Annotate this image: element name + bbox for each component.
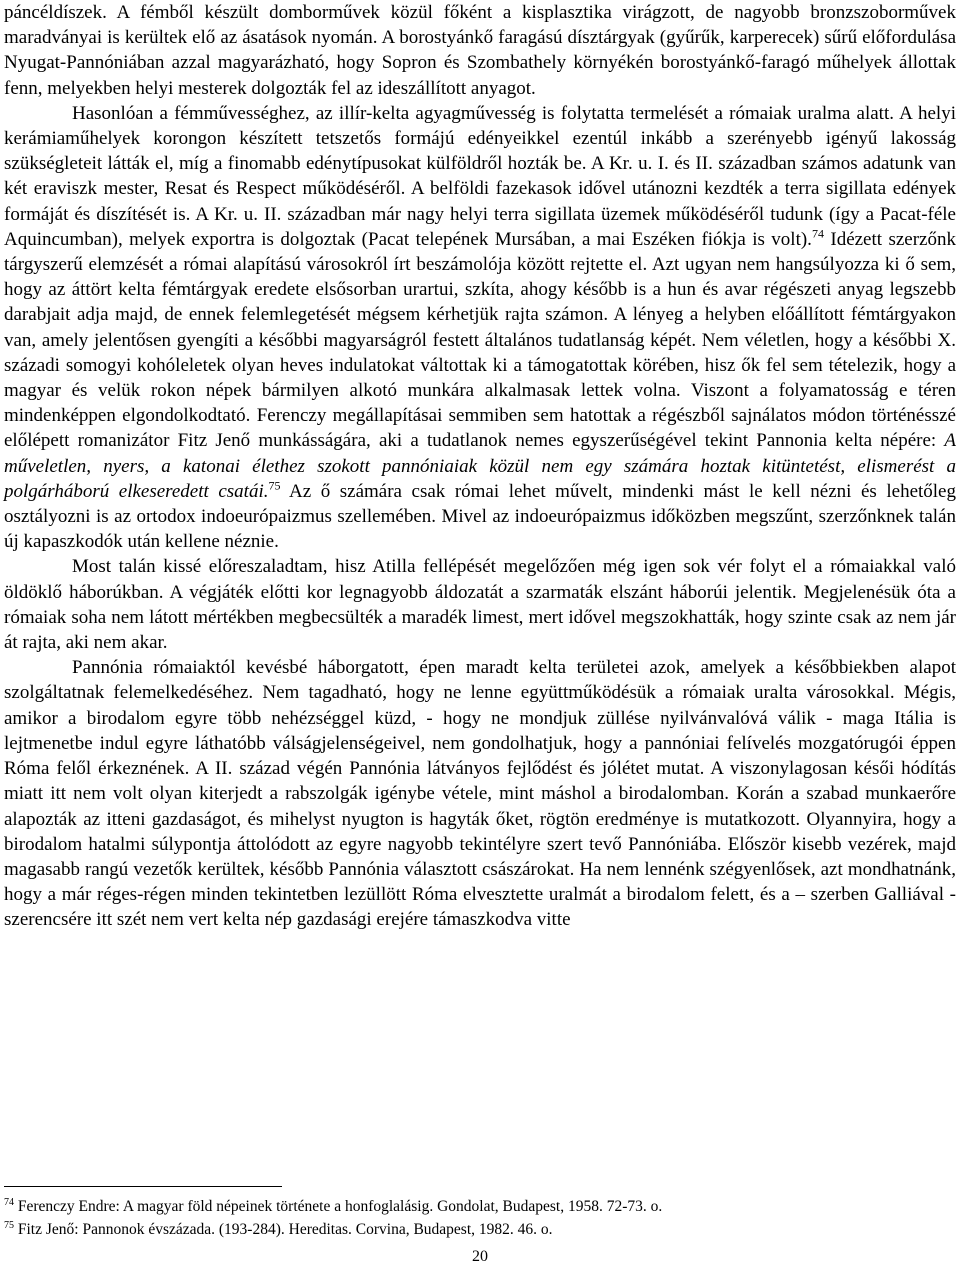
text-segment: páncéldíszek. A fémből készült domborművek közül főként a kisplasztika virágzott, de nagyobb bronzszoborművek maradványai is kerültek elő az ásatások nyomán. A borostyánkő faragású dísztárgyak (gyűrűk, karperecek) sűrű előfordulása Nyugat-Pannóniában azzal magyarázható, hogy Sopron és Szombathely környékén borostyánkő-faragó műhelyek állottak fenn, melyekben helyi mesterek dolgozták fel az ideszállított anyagot. xyxy=(4,2,956,99)
text-segment: Pannónia rómaiaktól kevésbé háborgatott, épen maradt kelta területei azok, amelyek a későbbiekben alapot szolgáltatnak felemelkedéséhez. Nem tagadható, hogy ne lenne együttműködésük a rómaiak uralta városokkal. Mégis, amikor a birodalom egyre több nehézséggel küzd, - hogy ne mondjuk züllése nyilvánvalóvá válik - maga Itália is lejtmenetbe indul egyre láthatóbb válságjelenségeivel, nem gondolhatjuk, hogy a pannóniai felívelés mozgatórugói éppen Róma felől érkeznének. A II. század végén Pannónia látványos fejlődést és jólétet mutat. A viszonylagosan késői hódítás miatt itt nem volt olyan kiterjedt a rabszolgák igénybe vétele, mint máshol a birodalomban. Korán a szabad munkaerőre alapozták az itteni gazdaságot, és mihelyst nyugton is hagyták őket, rögtön eredménye is mutatkozott. Olyannyira, hogy a birodalom hatalmi súlypontja áttolódott az egyre nagyobb tekintélyre szert tevő Pannóniába. Először kisebb vezérek, majd magasabb rangú vezetők kerültek, később Pannónia választott császárokat. Ha nem lennénk szégyenlősek, azt mondhatnánk, hogy a már réges-régen minden tekintetben lezüllött Róma elvesztette uralmát a birodalom felett, és a – szerben Galliával - szerencsére itt szét nem vert kelta nép gazdasági erejére támaszkodva vitte xyxy=(4,657,956,931)
footnote-75-number: 75 xyxy=(4,1219,14,1231)
paragraph xyxy=(4,554,956,655)
footnote-75 xyxy=(4,1221,956,1239)
footnote-75-text: Fitz Jenő: Pannonok évszázada. (193-284). Hereditas. Corvina, Budapest, 1982. 46. o. xyxy=(14,1221,553,1238)
text-segment: Hasonlóan a fémművességhez, az illír-kelta agyagművesség is folytatta termelését a rómaiak uralma alatt. A helyi kerámiaműhelyek korongon készített tetszetős formájú edényeikkel ezentúl inkább a szerényebb igényű lakosság szükségleteit látták el, míg a finomabb edénytípusokat külföldről hozták be. A Kr. u. I. és II. században számos adatunk van két eraviszk mester, Resat és Respect működéséről. A belföldi fazekasok idővel utánozni kezdték a terra sigillata edények formáját és díszítését is. A Kr. u. II. században már nagy helyi terra sigillata üzemek működéséről tudunk (így a Pacat-féle Aquincumban), melyek exportra is dolgoztak (Pacat telepének Mursában, a mai Eszéken fiókja is volt). xyxy=(4,102,956,250)
footnote-74 xyxy=(4,1198,956,1216)
footnote-reference: 75 xyxy=(268,478,281,493)
text-segment: Az ő számára csak római lehet művelt, mindenki mást le kell nézni és lehetőleg osztályozni is az ortodox indoeurópaizmus szellemében. Mivel az indoeurópaizmus időközben megszűnt, szerzőnknek talán új kapaszkodók után kellene néznie. xyxy=(4,480,956,553)
paragraph xyxy=(4,0,956,101)
text-segment: Most talán kissé előreszaladtam, hisz Atilla fellépését megelőzően még igen sok vér folyt el a rómaiakkal való öldöklő háborúkban. A végjáték előtti kor legnagyobb áldozatát a szarmaták elszánt háborúi jelentik. Megjelenésük óta a rómaiak soha nem látott mértékben megbecsülték a maradék limest, mert idővel megszokhatták, hogy szinte csak az nem jár át rajta, aki nem akar. xyxy=(4,556,956,654)
footnote-74-number: 74 xyxy=(4,1196,14,1208)
page-number: 20 xyxy=(472,1248,488,1265)
footnote-reference: 74 xyxy=(811,226,824,241)
text-segment: Idézett szerzőnk tárgyszerű elemzését a római alapítású városokról írt beszámolója között rejtette el. Azt ugyan nem hangsúlyozza ki ő sem, hogy az áttört kelta fémtárgyak eredete elsősorban urartui, szkíta, ahogy később is a hun és avar régészeti anyag legszebb darabjait adja majd, de ennek felemlegetését mégsem kérhetjük rajta számon. A lényeg a helyben előállított fémtárgyakon van, amely jelentősen gyengíti a későbbi magyarságról festett általános tudatlanság képét. Nem véletlen, hogy a későbbi X. századi somogyi kohóleletek olyan heves indulatokat váltottak ki a támogatottak körében, hisz ők fel sem tételezik, hogy a magyar és velük rokon népek bármilyen alkotó munkára alkalmasak lettek volna. Viszont a folyamatosság e téren mindenképpen elgondolkodtató. Ferenczy megállapításai semmiben sem hatottak a régészből sajnálatos módon történésszé előlépett romanizátor Fitz Jenő munkásságára, aki a tudatlanok nemes egyszerűségével tekint Pannonia kelta népére: xyxy=(4,228,956,452)
italic-quote: A műveletlen, nyers, a katonai élethez szokott pannóniaiak közül nem egy számára hoztak kitüntetést, elismerést a polgárháború elkeseredett csatái. xyxy=(4,430,956,502)
page-body xyxy=(4,0,956,933)
footnote-separator xyxy=(4,1186,282,1187)
paragraph xyxy=(4,655,956,932)
footnote-74-text: Ferenczy Endre: A magyar föld népeinek története a honfoglalásig. Gondolat, Budapest, 1958. 72-73. o. xyxy=(14,1198,663,1215)
paragraph xyxy=(4,101,956,555)
